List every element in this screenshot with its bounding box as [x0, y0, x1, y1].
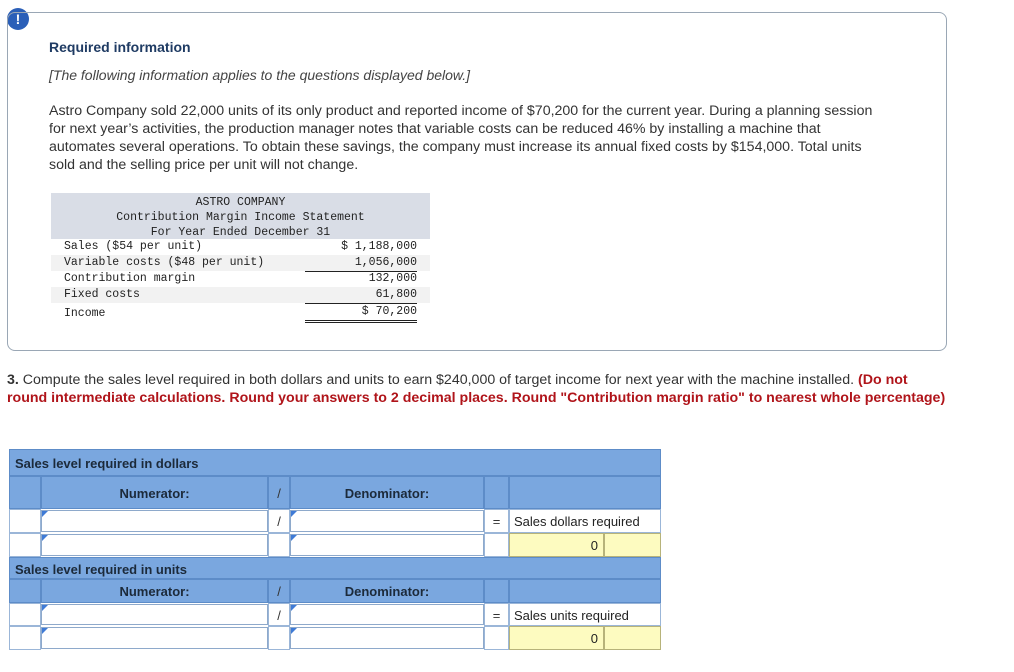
units-divide-sign: / — [268, 603, 290, 626]
dollars-denominator-input-2[interactable] — [290, 534, 484, 556]
sales-dollars-required-label: Sales dollars required — [509, 509, 661, 533]
units-denominator-input-2[interactable] — [290, 627, 484, 649]
statement-period: For Year Ended December 31 — [150, 226, 331, 239]
statement-company: ASTRO COMPANY — [195, 196, 286, 209]
row-value: 1,056,000 — [305, 255, 417, 272]
units-denominator-label: Denominator: — [290, 579, 484, 603]
units-divide-header: / — [268, 579, 290, 603]
dollars-section-title: Sales level required in dollars — [9, 449, 661, 476]
row-spacer — [484, 626, 509, 650]
dollars-equals-sign: = — [484, 509, 509, 533]
row-spacer — [268, 533, 290, 557]
units-numerator-input-2[interactable] — [41, 627, 268, 649]
row-spacer — [9, 533, 41, 557]
sales-units-required-value: 0 — [509, 626, 604, 650]
row-value: 132,000 — [368, 272, 417, 285]
statement-title: Contribution Margin Income Statement — [116, 211, 365, 224]
statement-row-contribution-margin — [51, 271, 430, 287]
dollars-divide-header: / — [268, 476, 290, 509]
row-spacer — [268, 626, 290, 650]
sales-dollars-required-value: 0 — [509, 533, 604, 557]
info-subtitle: [The following information applies to the questions displayed below.] — [49, 67, 471, 83]
info-paragraph: Astro Company sold 22,000 units of its only product and reported income of $70,200 for the current year. During a planning session for next year’s activities, the production manager notes that variable costs can be reduced 46% by installing a machine that automates several operations. To obtain these savings, the company must increase its annual fixed costs by $154,000. Total units sold and the selling price per unit will not change. — [49, 103, 873, 173]
dollars-numerator-label: Numerator: — [41, 476, 268, 509]
income-statement — [51, 193, 430, 324]
dollars-header-spacer-2 — [484, 476, 509, 509]
units-header-spacer-2 — [484, 579, 509, 603]
row-value: $ 70,200 — [305, 303, 417, 323]
row-spacer — [9, 626, 41, 650]
question-number: 3. — [7, 372, 19, 388]
row-label: Income — [64, 307, 106, 320]
row-value: $ 1,188,000 — [341, 240, 417, 253]
sales-units-required-label: Sales units required — [509, 603, 661, 626]
row-label: Contribution margin — [64, 272, 196, 285]
dollars-numerator-input[interactable] — [41, 510, 268, 532]
info-title: Required information — [49, 39, 191, 55]
row-label: Fixed costs — [64, 288, 140, 301]
question-3 — [7, 371, 947, 407]
result-spacer — [604, 533, 661, 557]
row-label: Variable costs ($48 per unit) — [64, 256, 265, 269]
answer-grid — [9, 449, 661, 650]
dollars-denominator-label: Denominator: — [290, 476, 484, 509]
row-label: Sales ($54 per unit) — [64, 240, 203, 253]
units-numerator-input[interactable] — [41, 604, 268, 625]
statement-header — [51, 193, 430, 239]
row-spacer — [9, 509, 41, 533]
row-value: 61,800 — [305, 287, 417, 304]
units-section-title: Sales level required in units — [9, 557, 661, 579]
units-equals-sign: = — [484, 603, 509, 626]
statement-row-income — [51, 303, 430, 324]
units-header-spacer-3 — [509, 579, 661, 603]
units-header-spacer — [9, 579, 41, 603]
dollars-header-spacer-3 — [509, 476, 661, 509]
row-spacer — [9, 603, 41, 626]
dollars-header-spacer — [9, 476, 41, 509]
question-instructions: (Do not round intermediate calculations. Round your answers to 2 decimal places. Round "Contribution margin ratio" to nearest whole percentage) — [7, 372, 946, 406]
units-numerator-label: Numerator: — [41, 579, 268, 603]
dollars-denominator-input[interactable] — [290, 510, 484, 532]
units-denominator-input[interactable] — [290, 604, 484, 625]
question-text: Compute the sales level required in both dollars and units to earn $240,000 of target income for next year with the machine installed. — [18, 372, 858, 388]
statement-row-fixed-costs — [51, 287, 430, 303]
statement-row-sales — [51, 239, 430, 255]
dollars-numerator-input-2[interactable] — [41, 534, 268, 556]
result-spacer — [604, 626, 661, 650]
row-spacer — [484, 533, 509, 557]
exclamation-icon: ! — [7, 8, 29, 30]
statement-row-variable-costs — [51, 255, 430, 271]
dollars-divide-sign: / — [268, 509, 290, 533]
